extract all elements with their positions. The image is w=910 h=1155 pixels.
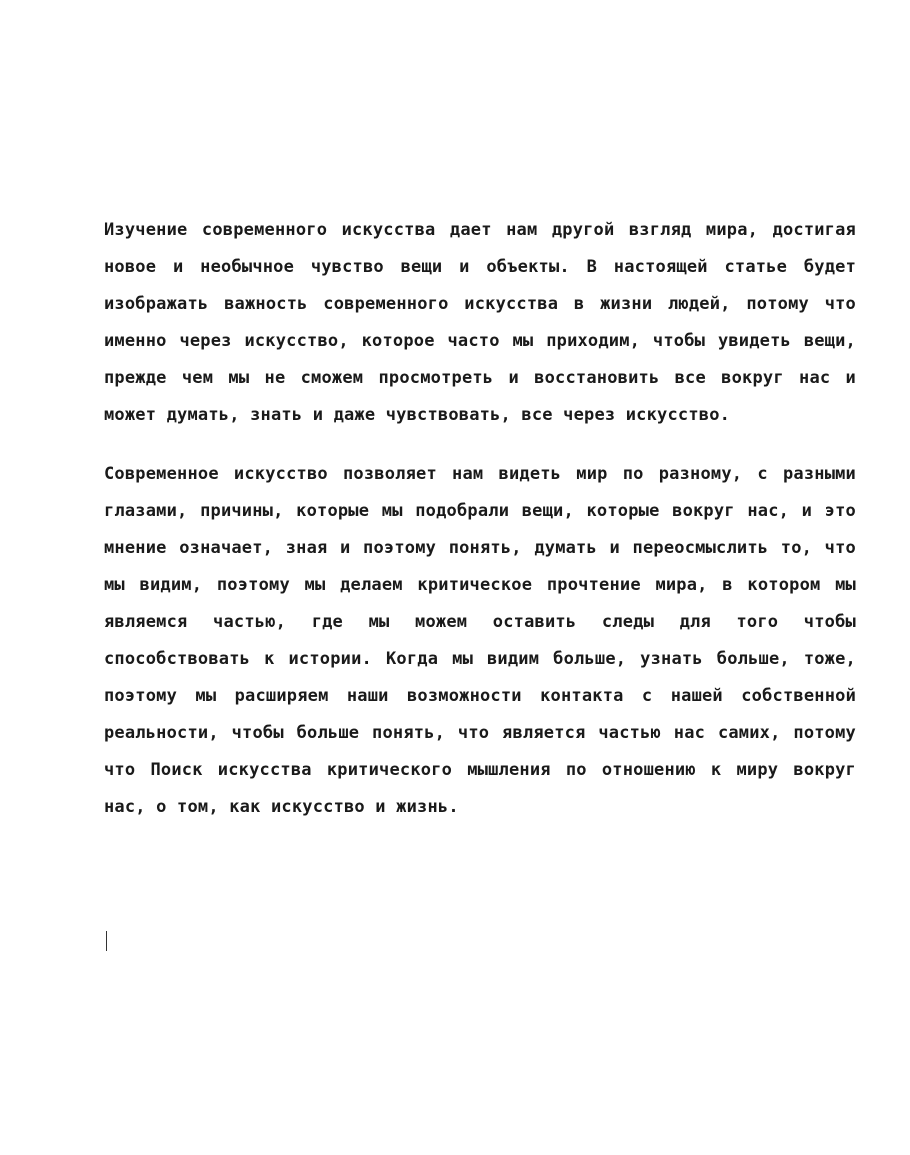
paragraph-2: Современное искусство позволяет нам видеть мир по разному, с разными глазами, причины, которые мы подобрали вещи, которые вокруг нас, и это мнение означает, зная и поэтому понять, думать и переосмыслить то, что мы видим, поэтому мы делаем критическое прочтение мира, в котором мы являемся частью, где мы можем оставить следы для того чтобы способствовать к истории. Когда мы видим больше, узнать больше, тоже, поэтому мы расширяем наши возможности контакта с нашей собственной реальности, чтобы больше понять, что является частью нас самих, потому что Поиск искусства критического мышления по отношению к миру вокруг нас, о том, как искусство и жизнь. bbox=[104, 464, 856, 817]
document-body[interactable] bbox=[104, 212, 856, 826]
paragraph-1: Изучение современного искусства дает нам другой взгляд мира, достигая новое и необычное чувство вещи и объекты. В настоящей статье будет изображать важность современного искусства в жизни людей, потому что именно через искусство, которое часто мы приходим, чтобы увидеть вещи, прежде чем мы не сможем просмотреть и восстановить все вокруг нас и может думать, знать и даже чувствовать, все через искусство. bbox=[104, 220, 856, 425]
text-cursor bbox=[106, 931, 107, 951]
